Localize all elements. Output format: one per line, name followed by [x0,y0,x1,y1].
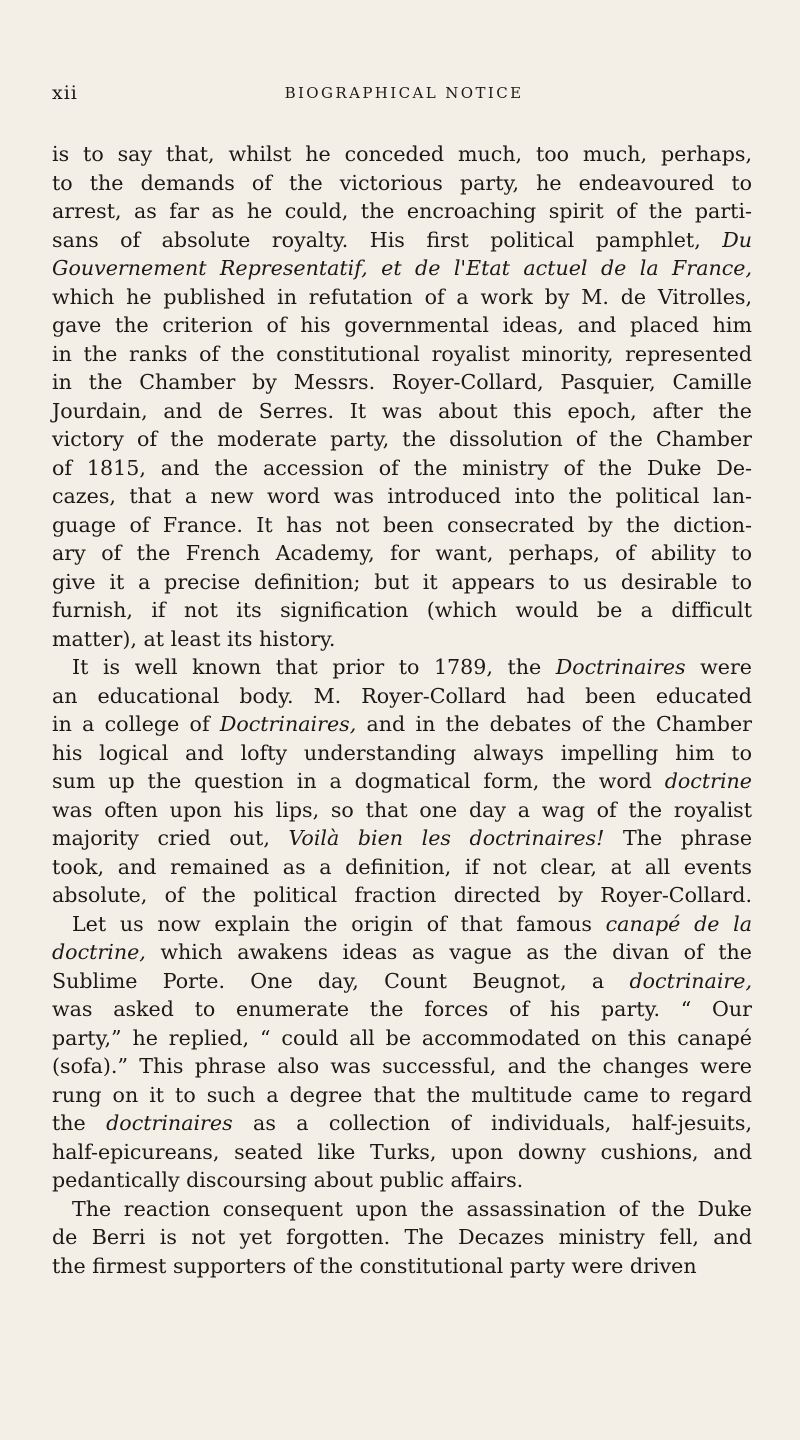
italic-text: Gouvernement Representatif, et de l'Etat actuel de la France, [52,256,752,280]
text-segment: absolute, of the political fraction directed by Royer-Collard. [52,883,752,907]
text-line [52,824,752,853]
text-line [52,197,752,226]
italic-text: Voilà bien les doctrinaires! [288,826,605,850]
text-line [52,482,752,511]
running-head: BIOGRAPHICAL NOTICE [284,84,524,102]
text-segment: Jourdain, and de Serres. It was about this epoch, after the [52,398,752,423]
text-segment: matter), at least its history. [52,626,336,651]
body-text [52,140,752,1280]
text-line [52,710,752,739]
text-segment: ary of the French Academy, for want, perhaps, of ability to [52,541,752,565]
text-segment: majority cried out, [52,826,289,850]
text-line [52,140,752,169]
text-segment: which awakens ideas as vague as the divan of the [145,940,752,964]
text-line [52,226,752,255]
page-number: xii [52,82,78,104]
text-segment: pedantically discoursing about public affairs. [52,1168,524,1192]
italic-text: Du [722,227,752,252]
text-segment: and in the debates of the Chamber [356,712,752,736]
text-line [52,254,752,283]
italic-text: doctrine [664,769,752,793]
text-segment: Sublime Porte. One day, Count Beugnot, a [52,968,630,993]
text-line [52,425,752,454]
italic-text: Doctrinaires [555,655,686,679]
text-segment: half-epicureans, seated like Turks, upon downy cushions, and [52,1139,752,1164]
text-segment: gave the criterion of his governmental ideas, and placed him [52,313,752,337]
text-segment: which he published in refutation of a work by M. de Vitrolles, [52,284,752,309]
text-segment: the firmest supporters of the constitutional party were driven [52,1253,697,1278]
text-segment: sum up the question in a dogmatical form, the word [52,769,665,793]
text-line [52,1109,752,1138]
text-line [52,767,752,796]
text-segment: is to say that, whilst he conceded much, too much, perhaps, [52,142,752,166]
text-line [52,1252,752,1281]
text-segment: The reaction consequent upon the assassination of the Duke [72,1196,752,1221]
text-segment: The phrase [604,826,753,850]
text-segment: the [52,1111,107,1135]
italic-text: doctrine, [52,940,146,964]
text-line [52,653,752,682]
italic-text: doctrinaire, [629,968,752,993]
text-line [52,796,752,825]
text-segment: arrest, as far as he could, the encroaching spirit of the parti- [52,199,752,223]
text-line [52,739,752,768]
text-segment: in a college of [52,712,220,736]
text-segment: cazes, that a new word was introduced into the political lan- [52,484,752,508]
text-segment: victory of the moderate party, the dissolution of the Chamber [52,427,752,451]
text-segment: give it a precise definition; but it appears to us desirable to [52,569,752,594]
text-line [52,682,752,711]
text-line [52,881,752,910]
italic-text: canapé de la [605,911,752,936]
text-segment: in the ranks of the constitutional royalist minority, represented [52,341,752,366]
text-segment: to the demands of the victorious party, he endeavoured to [52,170,752,195]
text-segment: party,” he replied, “ could all be accommodated on this canapé [52,1025,752,1050]
text-line [52,311,752,340]
text-segment: of 1815, and the accession of the ministry of the Duke De- [52,455,752,480]
text-line [52,938,752,967]
text-line [52,283,752,312]
text-segment: sans of absolute royalty. His first political pamphlet, [52,227,723,252]
text-segment: his logical and lofty understanding always impelling him to [52,740,752,765]
text-line [52,368,752,397]
text-line [52,1166,752,1195]
text-line [52,1024,752,1053]
text-line [52,853,752,882]
text-segment: an educational body. M. Royer-Collard had been educated [52,683,752,708]
text-segment: guage of France. It has not been consecrated by the diction- [52,512,752,537]
text-segment: Let us now explain the origin of that famous [72,911,606,936]
text-line [52,1195,752,1224]
text-line [52,596,752,625]
italic-text: doctrinaires [106,1111,233,1135]
text-segment: was often upon his lips, so that one day a wag of the royalist [52,797,752,822]
text-line [52,1081,752,1110]
text-line [52,568,752,597]
text-line [52,169,752,198]
text-segment: It is well known that prior to 1789, the [72,655,556,679]
text-segment: rung on it to such a degree that the multitude came to regard [52,1082,752,1107]
text-line [52,454,752,483]
text-line [52,967,752,996]
text-line [52,1052,752,1081]
text-line [52,910,752,939]
italic-text: Doctrinaires, [219,712,357,736]
text-line [52,511,752,540]
text-segment: as a collection of individuals, half-jesuits, [232,1111,753,1135]
text-segment: furnish, if not its signification (which would be a difficult [52,598,752,622]
text-line [52,340,752,369]
text-line [52,397,752,426]
text-line [52,625,752,654]
text-line [52,1223,752,1252]
text-segment: (sofa).” This phrase also was successful, and the changes were [52,1054,752,1078]
page-header [52,82,756,106]
text-segment: were [685,655,752,679]
text-segment: in the Chamber by Messrs. Royer-Collard, Pasquier, Camille [52,370,752,394]
text-segment: took, and remained as a definition, if not clear, at all events [52,854,752,879]
text-line [52,539,752,568]
text-line [52,1138,752,1167]
text-line [52,995,752,1024]
text-segment: de Berri is not yet forgotten. The Decazes ministry fell, and [52,1225,752,1249]
text-segment: was asked to enumerate the forces of his party. “ Our [52,997,752,1021]
